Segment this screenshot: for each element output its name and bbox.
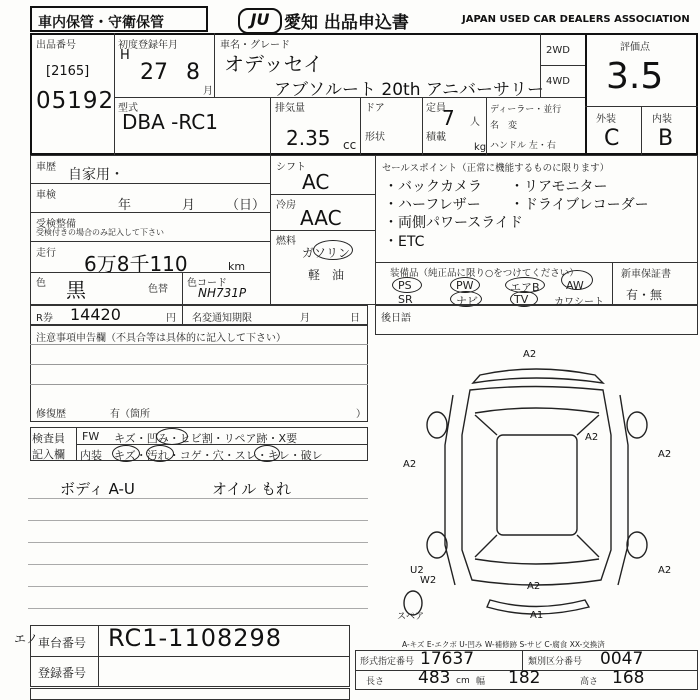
history-label: 車歴 [36,162,56,173]
after-sale-box [375,305,698,335]
handwritten-note-body: ボディ A-U [60,480,135,498]
diagram-mark: U2 [410,565,424,576]
fuel-label: 燃料 [276,236,296,247]
after-sale-label: 後日語 [381,313,411,324]
inspection-label: 車検 [36,190,56,201]
model-value: DBA -RC1 [122,110,218,134]
sales-point: ・ドライブレコーダー [510,197,649,213]
spare-label: スペア [397,612,425,622]
form-title: 愛知 出品申込書 [284,13,409,33]
diagram-mark: A2 [658,449,672,460]
spec-official-number: 17637 [420,649,475,669]
equip-ps: PS [398,279,412,292]
spec-width: 182 [508,668,541,688]
color-code-label: 色コード [187,278,227,289]
diagram-mark: A2 [523,349,537,360]
lot-number: 05192 [36,88,115,114]
fuel-diesel: 軽 油 [308,268,345,282]
inspector-entry-label: 記入欄 [32,448,65,461]
recycle-label: 受検整備 [36,219,76,230]
gasoline-circle [313,240,353,260]
capacity-value: 7 [442,106,455,130]
diagram-mark: W2 [420,575,437,586]
repair-value: 有（箇所 [110,409,150,420]
diagram-mark: A2 [658,565,672,576]
first-reg-era: H [120,48,130,63]
equip-airbag: エアB [510,281,540,294]
diagram-mark: A2 [403,459,417,470]
spec-category-number: 0047 [600,649,644,669]
exterior-label: 外装 [596,114,616,125]
sales-point: ・ハーフレザー [384,197,481,213]
equipment-label: 装備品（純正品に限り○をつけてください） [390,268,579,279]
margin-scribble: エノ [14,632,39,646]
sales-point: ・バックカメラ [384,179,482,195]
shift-label: シフト [276,162,306,173]
score-value: 3.5 [606,56,664,97]
car-name: オデッセイ [224,52,323,76]
displacement-value: 2.35 [286,126,331,150]
chassis-label: 車台番号 [38,636,87,650]
name-change-short: 名 変 [490,121,518,131]
drive-4wd: 4WD [546,76,570,87]
first-reg-label: 初度登録年月 [118,40,178,51]
recycle-fee-value: 14420 [70,305,121,324]
displacement-label: 排気量 [275,103,305,114]
dealer-label: ディーラー・並行 [490,105,562,115]
sales-point: ・ETC [384,234,425,250]
equip-pw: PW [456,279,474,292]
damage-diagram [375,335,698,625]
name-change-deadline-label: 名変通知期限 [192,313,252,324]
history-value: 自家用・ [68,167,124,183]
spec-length: 483 [418,668,451,688]
first-reg-month: 8 [186,60,200,85]
sales-point: ・両側パワースライド [384,215,523,231]
mileage-value: 6万8千110 [84,252,188,276]
capacity-label: 定員 [426,103,446,114]
load-label: 積載 [426,132,446,143]
interior-checklist: キズ・汚れ・コゲ・穴・スレ・キレ・破レ [114,449,323,462]
interior-label: 内装 [652,114,672,125]
equip-leather: カワシート [554,297,604,308]
registration-label: 登録番号 [38,666,87,680]
shape-label: 形状 [365,132,385,143]
equip-aw: AW [566,279,584,292]
car-name-label: 車名・グレード [220,40,290,51]
inspector-label: 検査員 [32,432,65,445]
handle-label: ハンドル 左・右 [490,141,556,151]
repair-label: 修復歴 [36,409,66,420]
lot-label: 出品番号 [36,40,76,51]
lot-bracket: [2165] [46,64,90,79]
storage-box: 車内保管・守衛保管 [30,6,208,32]
mileage-label: 走行 [36,248,56,259]
first-reg-year: 27 [140,60,168,85]
exterior-grade: C [604,126,620,151]
drive-2wd: 2WD [546,45,570,56]
sales-points-label: セールスポイント（正常に機能するものに限ります） [382,163,610,174]
ac-label: 冷房 [276,200,296,211]
color-label: 色 [36,278,46,289]
equip-navi: ナビ [456,295,478,308]
interior-grade: B [658,126,674,151]
ju-logo: JU [238,8,282,34]
car-grade: アブソルート 20th アニバーサリー [274,80,545,100]
recycle-fee-label: R券 [36,313,53,324]
new-warranty-label: 新車保証書 [621,269,671,280]
equip-tv: TV [514,293,529,306]
spec-height: 168 [612,668,645,688]
fuel-gasoline: ガソリン [302,246,351,260]
recycle-note: 受検付きの場合のみ記入して下さい [36,228,164,237]
score-label: 評価点 [620,42,650,53]
model-label: 型式 [118,103,138,114]
diagram-mark: A1 [530,610,544,621]
diagram-mark: A2 [527,581,541,592]
sales-point: ・リアモニター [510,179,608,195]
diagram-mark: A2 [585,432,599,443]
color-code: NH731P [198,286,247,300]
damage-legend: A-キズ E-エクボ U-凹み W-補修跡 S-サビ C-腐食 XX-交換済 [402,640,605,649]
fw-checklist: キズ・凹み・ヒビ割・リペア跡・X要 [114,432,298,445]
chassis-number: RC1-1108298 [108,624,283,652]
handwritten-note-oil: オイル もれ [212,480,292,498]
doors-label: ドア [365,103,385,114]
shift-value: AC [302,170,330,194]
notes-label: 注意事項申告欄（不具合等は具体的に記入して下さい） [36,333,286,344]
form-subtitle: JAPAN USED CAR DEALERS ASSOCIATION [462,14,690,25]
color-value: 黒 [66,278,86,302]
color-change-label: 色替 [148,284,168,295]
new-warranty-value: 有・無 [626,288,663,302]
equip-sr: SR [398,293,413,306]
ac-value: AAC [300,206,342,230]
